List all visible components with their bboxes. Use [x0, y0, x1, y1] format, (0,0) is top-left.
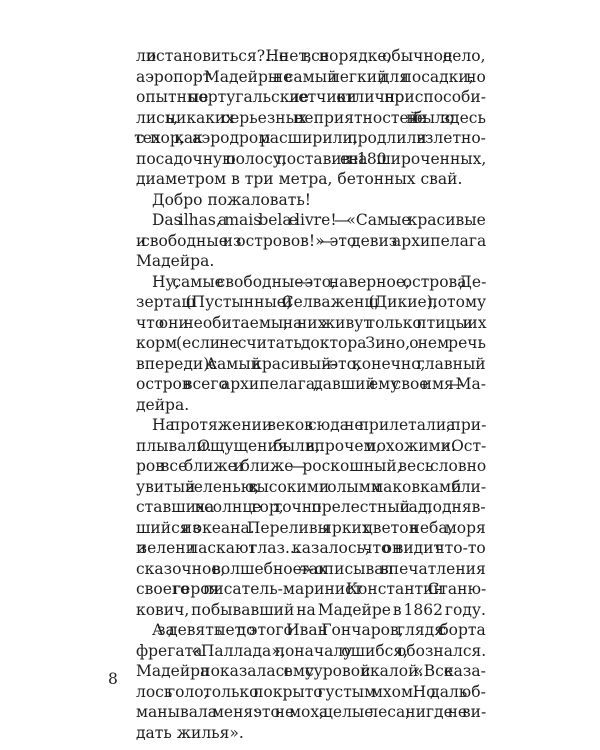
- text-line: опытные португальские летчики отлично приспособи-: [136, 88, 486, 106]
- paragraph: [136, 190, 486, 211]
- text-line: с тех пор, как аэродром расширили, продлили взлетно-: [136, 129, 486, 147]
- text-line: Мадейра показалась ему суровой скалой. «Все каза-: [136, 662, 486, 680]
- paragraph: [136, 620, 486, 743]
- text-line: Ну, самые свободные — это, наверное, острова Де-: [152, 272, 487, 291]
- text-line: лись, никаких серьезных неприятностей не было здесь: [136, 108, 486, 127]
- text-line: зерташ (Пустынные) и Селваженш (Дикие), потому: [136, 293, 487, 311]
- text-line: Добро пожаловать!: [152, 190, 311, 209]
- text-line: ли остановиться?.. Но нет, все в порядке, обычное дело,: [136, 47, 486, 65]
- text-line: и зелени ласкают глаз... казалось, что он видит что-то: [136, 539, 486, 557]
- text-line: А за девять лет до этого Иван Гончаров, глядя с борта: [152, 621, 486, 639]
- text-line: увитый зеленью, с высокими голыми маковками бли-: [136, 477, 487, 496]
- text-line: ставших на солнце гор, точно прелестный сад, подняв-: [136, 498, 486, 516]
- text-line: На протяжении веков сюда не прилетали, а при-: [152, 416, 487, 434]
- text-line: дейра.: [136, 395, 190, 414]
- paragraph: [136, 210, 486, 272]
- text-line: кович, побывавший на Мадейре в 1862 году.: [136, 600, 486, 619]
- text-line: Мадейра.: [136, 252, 215, 270]
- text-line: шийся из океана. Переливы ярких цветов неба, моря: [136, 518, 486, 537]
- text-line: корм (если не считать доктора Зино, о нем речь: [136, 334, 486, 352]
- text-line: ров все ближе и ближе — роскошный, весь словно: [136, 457, 487, 475]
- text-line: манывала меня: это не мох, а целые леса; нигде не ви-: [136, 703, 487, 721]
- page-body: [136, 46, 486, 743]
- text-line: аэропорт Мадейры не самый легкий для посадки, но: [136, 67, 486, 86]
- text-line: диаметром в три метра, бетонных свай.: [136, 170, 463, 188]
- text-line: сказочное, волшебное» — так описывал впечатления: [136, 559, 486, 578]
- text-line: посадочную полосу, поставив ее на 180 широченных,: [136, 149, 487, 168]
- text-line: впереди). А самый красивый — это, конечно, главный: [136, 354, 486, 373]
- paragraph: [136, 46, 486, 190]
- text-line: лось голо, только покрыто густым мхом. Но даль об-: [136, 682, 486, 701]
- text-line: своего героя писатель-маринист Константин Станю-: [136, 580, 487, 598]
- text-line: фрегата «Паллада», поначалу ошибся, обознался.: [136, 641, 487, 660]
- text-line: и свободные из островов!» — это девиз архипелага: [136, 231, 487, 250]
- paragraph: [136, 415, 486, 620]
- text-line: что они необитаемы, на них живут только птицы и их: [136, 313, 487, 332]
- text-line: дать жилья».: [136, 723, 244, 742]
- paragraph: [136, 272, 486, 416]
- text-line: плывали. Ощущения были, впрочем, похожими. «Ост-: [136, 436, 487, 455]
- text-line: Das ilhas, a mais bela e livre! — «Самые красивые: [152, 211, 486, 229]
- page-number: 8: [108, 670, 118, 688]
- text-line: остров всего архипелага, давший ему свое имя — Ма-: [136, 375, 486, 393]
